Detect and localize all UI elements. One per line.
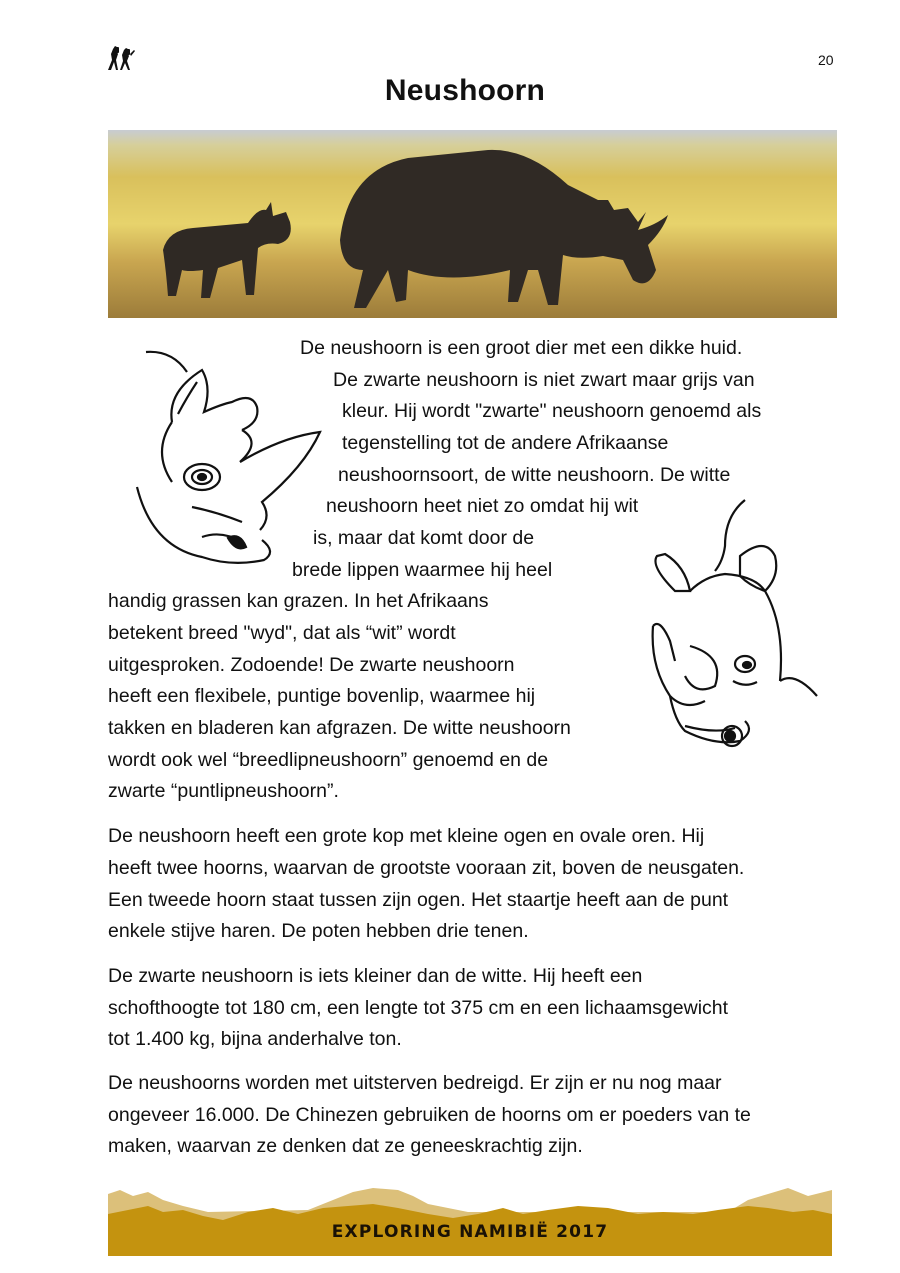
paragraph-line: schofthoogte tot 180 cm, een lengte tot 375 cm en een lichaamsgewicht: [108, 997, 729, 1019]
intro-line: is, maar dat komt door de: [313, 527, 535, 549]
intro-line: zwarte “puntlipneushoorn”.: [108, 780, 339, 802]
paragraph-line: heeft twee hoorns, waarvan de grootste vooraan zit, boven de neusgaten.: [108, 857, 745, 879]
intro-line: takken en bladeren kan afgrazen. De witte neushoorn: [108, 717, 571, 739]
paragraph-line: De neushoorn heeft een grote kop met kleine ogen en ovale oren. Hij: [108, 825, 705, 847]
intro-line: tegenstelling tot de andere Afrikaanse: [342, 432, 669, 454]
intro-line: uitgesproken. Zodoende! De zwarte neushoorn: [108, 654, 515, 676]
hikers-logo-icon: [104, 44, 148, 70]
page-title: Neushoorn: [384, 74, 546, 107]
paragraph-line: De zwarte neushoorn is iets kleiner dan de witte. Hij heeft een: [108, 965, 643, 987]
paragraph-line: ongeveer 16.000. De Chinezen gebruiken de hoorns om er poeders van te: [108, 1104, 751, 1126]
white-rhino-head-drawing-icon: [645, 496, 830, 758]
intro-line: De neushoorn is een groot dier met een dikke huid.: [300, 337, 743, 359]
black-rhino-head-drawing-icon: [132, 342, 328, 574]
paragraph-line: tot 1.400 kg, bijna anderhalve ton.: [108, 1028, 402, 1050]
intro-line: kleur. Hij wordt "zwarte" neushoorn genoemd als: [342, 400, 762, 422]
intro-line: brede lippen waarmee hij heel: [292, 559, 553, 581]
page-number: 20: [818, 52, 834, 68]
intro-line: heeft een flexibele, puntige bovenlip, waarmee hij: [108, 685, 536, 707]
intro-line: neushoorn heet niet zo omdat hij wit: [326, 495, 639, 517]
footer-text: EXPLORING NAMIBIË 2017: [331, 1222, 609, 1242]
paragraph-line: De neushoorns worden met uitsterven bedreigd. Er zijn er nu nog maar: [108, 1072, 722, 1094]
intro-line: neushoornsoort, de witte neushoorn. De witte: [338, 464, 731, 486]
paragraph-line: Een tweede hoorn staat tussen zijn ogen. Het staartje heeft aan de punt: [108, 889, 729, 911]
rhino-photo: [108, 130, 837, 318]
intro-line: betekent breed "wyd", dat als “wit” wordt: [108, 622, 456, 644]
intro-line: wordt ook wel “breedlipneushoorn” genoemd en de: [108, 749, 549, 771]
paragraph-line: enkele stijve haren. De poten hebben drie tenen.: [108, 920, 529, 942]
footer-mountain-banner: [108, 1186, 832, 1256]
paragraph-line: maken, waarvan ze denken dat ze geneeskrachtig zijn.: [108, 1135, 583, 1157]
intro-line: De zwarte neushoorn is niet zwart maar grijs van: [333, 369, 755, 391]
intro-line: handig grassen kan grazen. In het Afrikaans: [108, 590, 489, 612]
